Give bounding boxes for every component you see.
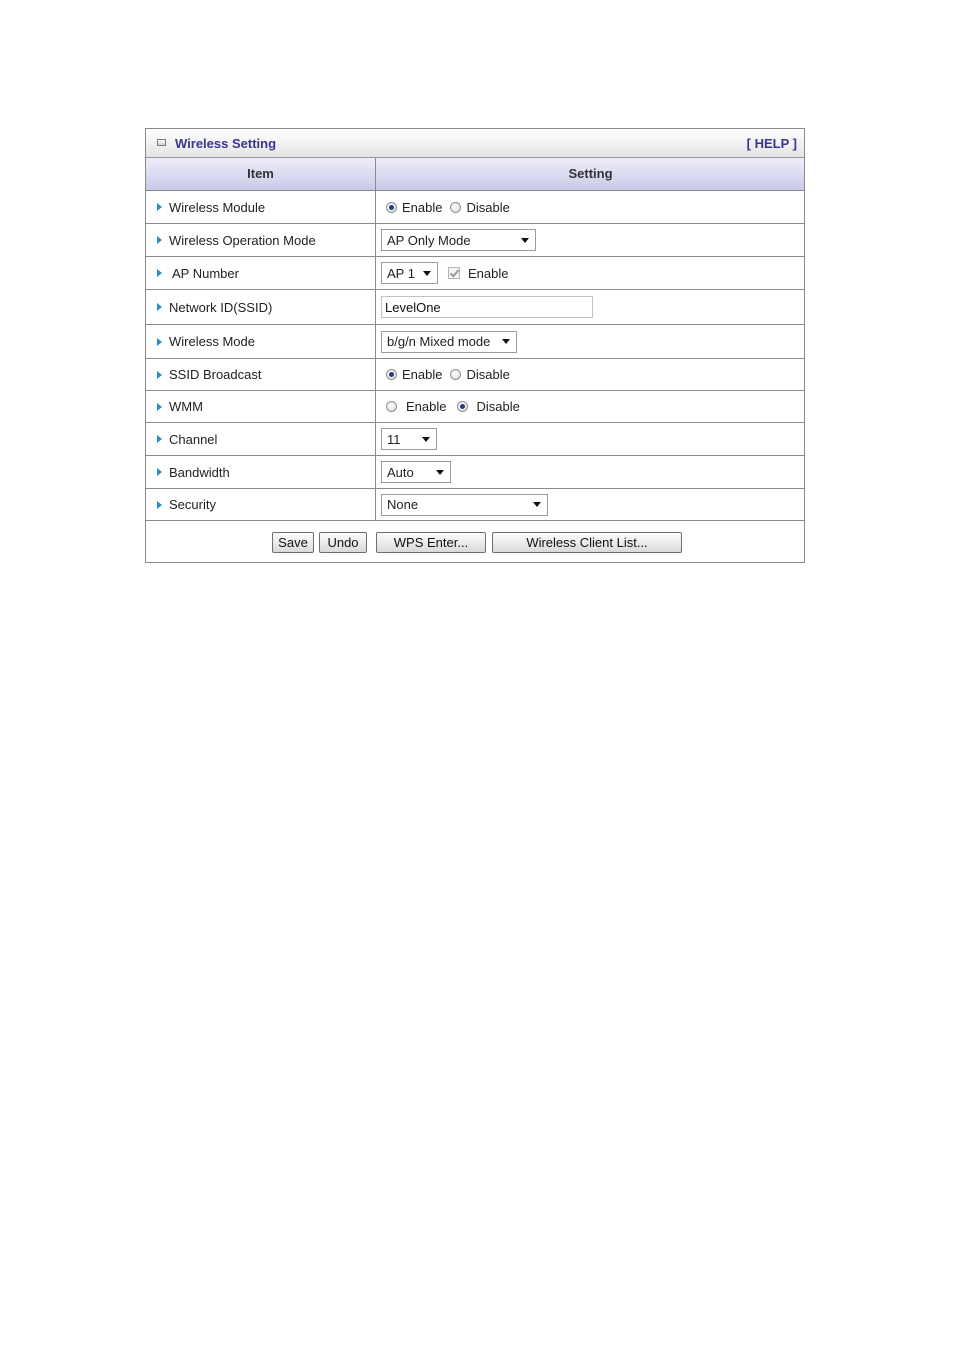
row-label: Wireless Module [169,199,266,215]
row-label: Wireless Operation Mode [169,232,316,248]
chevron-down-icon [502,339,510,344]
row-bandwidth [146,456,804,489]
wireless-module-enable-radio[interactable] [386,202,397,213]
select-value: 11 [387,431,401,447]
ssid-broadcast-enable-radio[interactable] [386,369,397,380]
save-button[interactable]: Save [272,532,314,553]
row-security [146,489,804,521]
triangle-right-icon [157,501,162,509]
row-label: AP Number [172,265,239,281]
triangle-right-icon [157,269,162,277]
triangle-right-icon [157,203,162,211]
column-header-setting: Setting [568,166,613,181]
radio-label: Disable [466,367,510,382]
select-value: b/g/n Mixed mode [387,334,491,349]
triangle-right-icon [157,468,162,476]
select-value: None [387,497,419,512]
row-label: SSID Broadcast [169,367,262,382]
wireless-mode-select[interactable] [381,331,517,353]
button-bar [146,521,804,563]
row-label: Wireless Mode [169,334,255,349]
ssid-broadcast-disable-radio[interactable] [450,369,461,380]
row-ssid-broadcast [146,359,804,391]
wmm-enable-radio[interactable] [386,401,397,412]
wmm-disable-radio[interactable] [457,401,468,412]
triangle-right-icon [157,403,162,411]
channel-select[interactable] [381,428,437,450]
row-label: WMM [169,399,203,414]
wireless-module-disable-radio[interactable] [450,202,461,213]
operation-mode-select[interactable] [381,229,536,251]
security-select[interactable] [381,494,548,516]
column-divider [375,158,376,521]
row-ap-number [146,257,804,290]
column-header-item: Item [247,166,274,181]
ssid-input[interactable] [381,296,593,318]
select-value: Auto [387,464,414,480]
wireless-setting-panel [145,128,805,563]
checkbox-label: Enable [468,265,509,281]
radio-label: Enable [406,399,447,414]
row-label: Network ID(SSID) [169,299,273,315]
row-wireless-module [146,191,804,224]
radio-label: Disable [476,399,520,414]
bandwidth-select[interactable] [381,461,451,483]
radio-label: Enable [402,367,443,382]
row-label: Security [169,497,216,512]
row-label: Bandwidth [169,464,230,480]
panel-titlebar [146,129,804,158]
table-header [146,158,804,191]
triangle-right-icon [157,371,162,379]
chevron-down-icon [533,502,541,507]
ap-number-select[interactable] [381,262,438,284]
row-operation-mode [146,224,804,257]
help-link[interactable]: [ HELP ] [746,136,797,151]
row-wmm [146,391,804,423]
radio-label: Enable [402,199,443,215]
triangle-right-icon [157,338,162,346]
row-label: Channel [169,431,218,447]
select-value: AP 1 [387,265,415,281]
ap-enable-checkbox[interactable] [448,267,460,279]
triangle-right-icon [157,435,162,443]
radio-label: Disable [466,199,510,215]
chevron-down-icon [422,437,430,442]
select-value: AP Only Mode [387,232,471,248]
triangle-right-icon [157,236,162,244]
wireless-client-list-button[interactable]: Wireless Client List... [492,532,682,553]
chevron-down-icon [521,238,529,243]
undo-button[interactable]: Undo [319,532,367,553]
panel-title: Wireless Setting [175,136,277,151]
chevron-down-icon [423,271,431,276]
row-channel [146,423,804,456]
window-icon [157,139,166,146]
chevron-down-icon [436,470,444,475]
triangle-right-icon [157,303,162,311]
row-ssid [146,290,804,325]
wps-enter-button[interactable]: WPS Enter... [376,532,486,553]
row-wireless-mode [146,325,804,359]
